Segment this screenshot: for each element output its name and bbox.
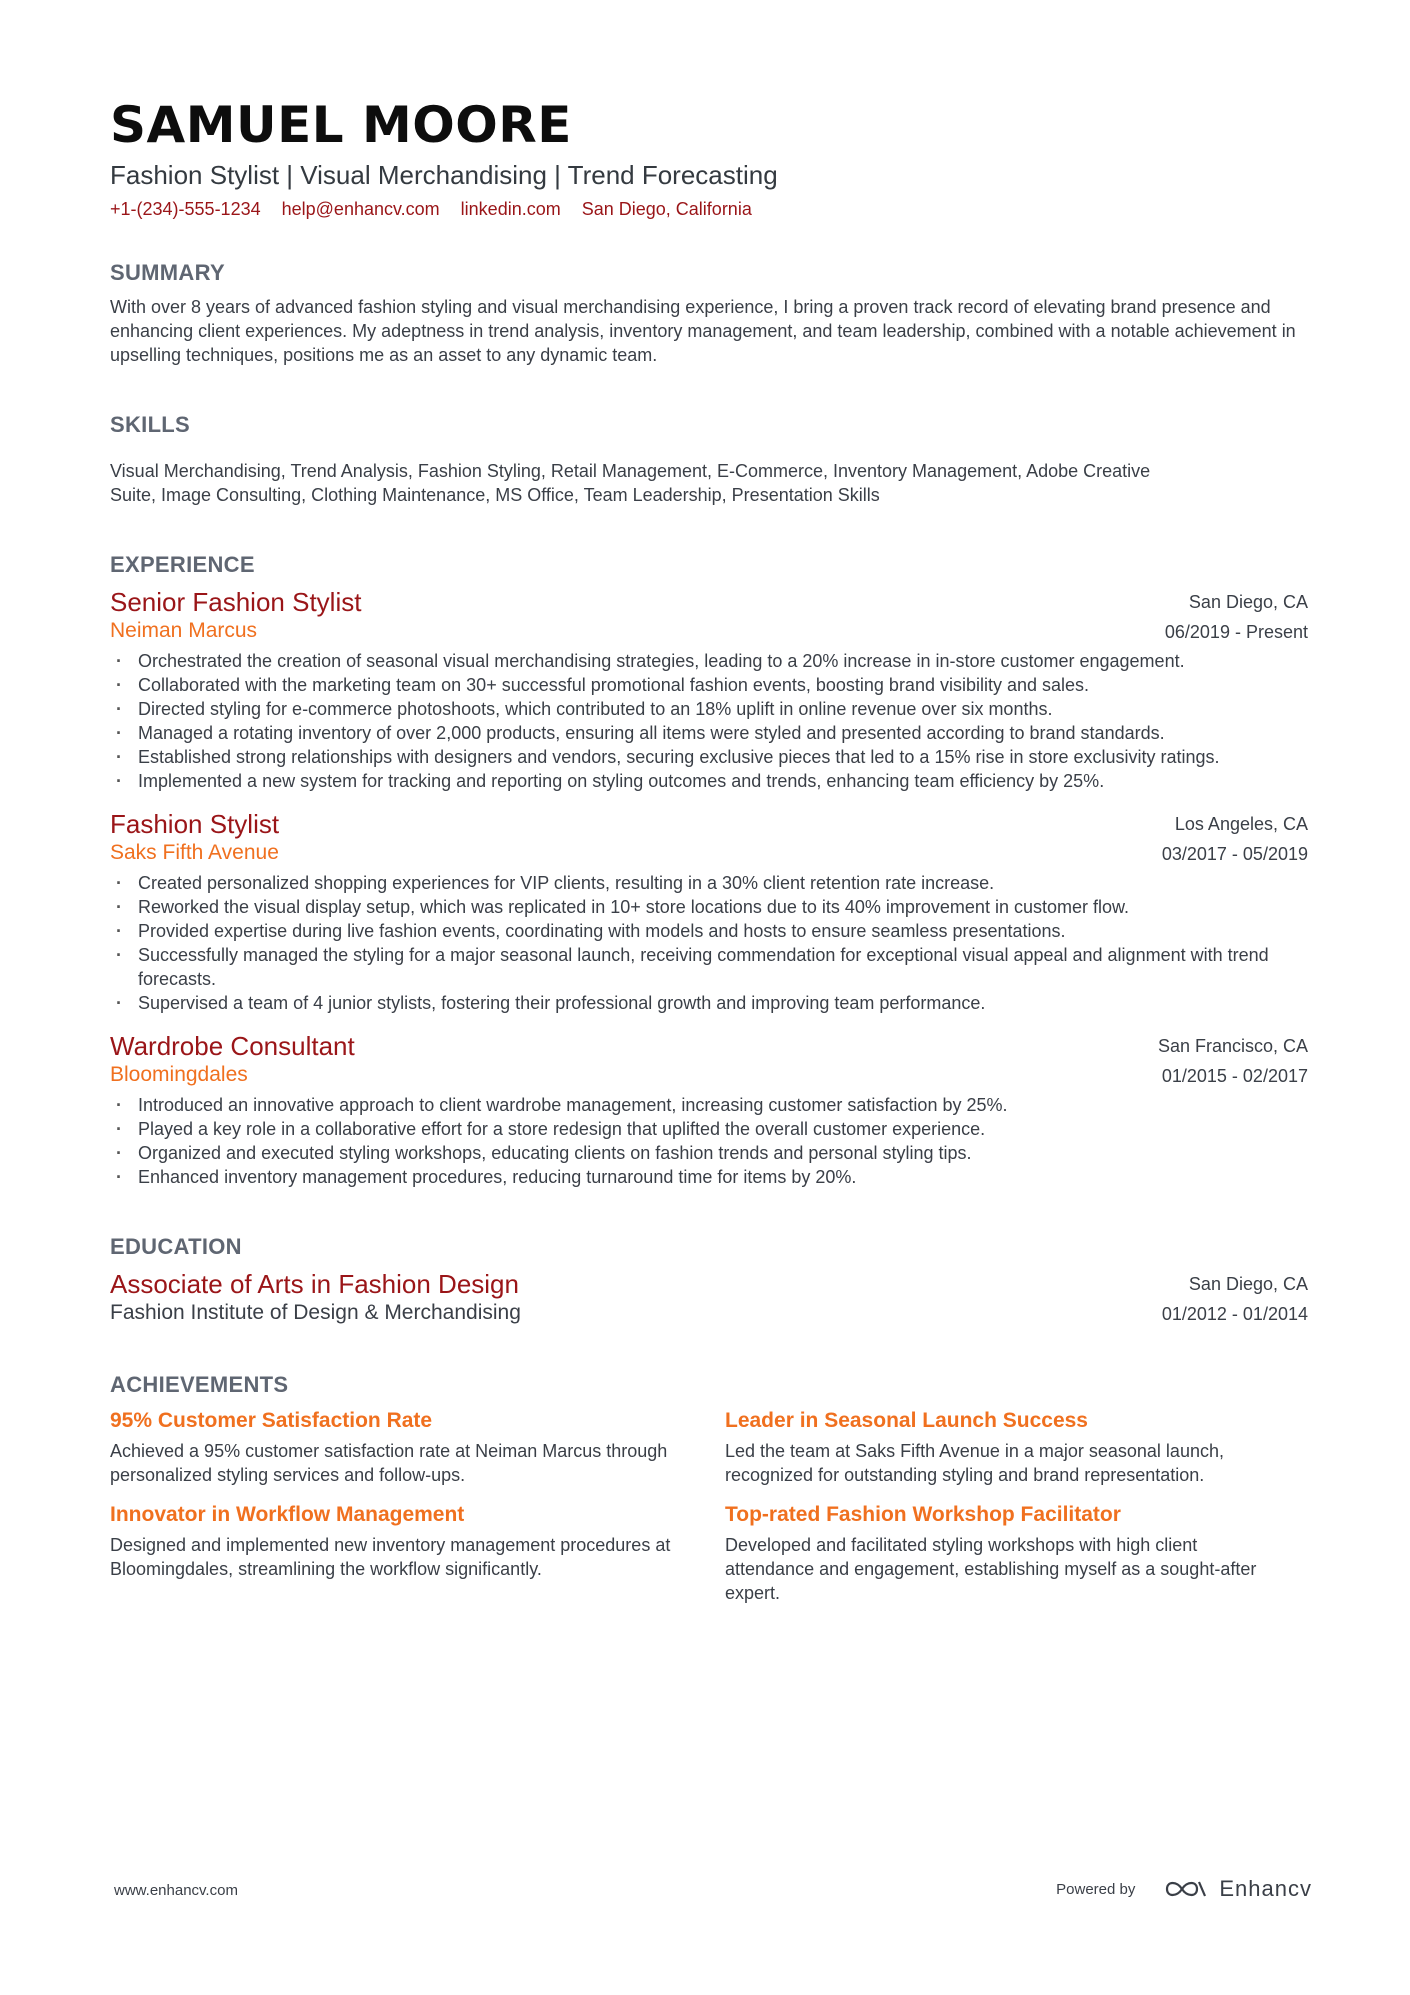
list-item: · Directed styling for e-commerce photoshoots, which contributed to an 18% uplift in online revenue over six months.: [110, 697, 1308, 721]
list-item: · Provided expertise during live fashion events, coordinating with models and hosts to ensure seamless presentations.: [110, 919, 1308, 943]
location: San Diego, California: [581, 199, 752, 219]
list-item: · Successfully managed the styling for a major seasonal launch, receiving commendation for exceptional visual appeal and alignment with trend forecasts.: [110, 943, 1308, 991]
achievement-item: [725, 1501, 1308, 1605]
skills-text: Visual Merchandising, Trend Analysis, Fashion Styling, Retail Management, E-Commerce, Inventory Management, Adobe Creative Suite, Image Consulting, Clothing Maintenance, MS Office, Team Leadership, Presentation Skills: [110, 461, 1151, 505]
brand-name: Enhancv: [1219, 1876, 1312, 1901]
resume-page: [110, 95, 1308, 1605]
candidate-title: Fashion Stylist | Visual Merchandising | Trend Forecasting: [110, 160, 778, 190]
job-location: Los Angeles, CA: [1174, 814, 1308, 834]
achievement-title: 95% Customer Satisfaction Rate: [110, 1409, 433, 1432]
phone[interactable]: +1-(234)-555-1234: [110, 199, 261, 219]
education-heading: EDUCATION: [110, 1234, 242, 1259]
achievement-item: [725, 1407, 1308, 1487]
school: Fashion Institute of Design & Merchandising: [110, 1301, 521, 1324]
job-title: Fashion Stylist: [110, 809, 280, 839]
summary-text: With over 8 years of advanced fashion styling and visual merchandising experience, I bring a proven track record of elevating brand presence and enhancing client experiences. My adeptness in trend analysis, inventory management, and team leadership, combined with a notable achievement in upselling techniques, positions me as an asset to any dynamic team.: [110, 297, 1296, 365]
job-meta: [1158, 1031, 1308, 1091]
achievement-title: Leader in Seasonal Launch Success: [725, 1409, 1088, 1432]
list-item: · Orchestrated the creation of seasonal visual merchandising strategies, leading to a 20% increase in in-store customer engagement.: [110, 649, 1308, 673]
skills-heading: SKILLS: [110, 412, 191, 437]
job-company: Bloomingdales: [110, 1063, 248, 1086]
summary-heading: SUMMARY: [110, 260, 225, 285]
achievement-title: Top-rated Fashion Workshop Facilitator: [725, 1503, 1121, 1526]
achievement-desc: Designed and implemented new inventory management procedures at Bloomingdales, streamlining the workflow significantly.: [110, 1535, 671, 1579]
enhancv-logo-icon: [1163, 1876, 1209, 1902]
job-meta: [1162, 809, 1308, 869]
job-entry: [110, 587, 1308, 793]
list-item: · Created personalized shopping experiences for VIP clients, resulting in a 30% client retention rate increase.: [110, 871, 1308, 895]
footer-branding: [1056, 1876, 1312, 1902]
job-meta: [1165, 587, 1308, 647]
list-item: · Organized and executed styling workshops, educating clients on fashion trends and personal styling tips.: [110, 1141, 1308, 1165]
job-dates: 01/2015 - 02/2017: [1161, 1066, 1308, 1086]
list-item: · Managed a rotating inventory of over 2,000 products, ensuring all items were styled and presented according to brand standards.: [110, 721, 1308, 745]
candidate-name: SAMUEL MOORE: [110, 96, 572, 154]
job-dates: 06/2019 - Present: [1164, 622, 1308, 642]
job-title: Senior Fashion Stylist: [110, 587, 362, 617]
footer: [114, 1876, 1312, 1901]
experience-heading: EXPERIENCE: [110, 552, 255, 577]
powered-by-label: Powered by: [1056, 1880, 1136, 1898]
achievement-title: Innovator in Workflow Management: [110, 1503, 465, 1526]
list-item: · Reworked the visual display setup, which was replicated in 10+ store locations due to its 40% improvement in customer flow.: [110, 895, 1308, 919]
list-item: · Supervised a team of 4 junior stylists, fostering their professional growth and improving team performance.: [110, 991, 1308, 1015]
footer-website[interactable]: www.enhancv.com: [114, 1882, 238, 1899]
email[interactable]: help@enhancv.com: [281, 199, 440, 219]
job-entry: [110, 1031, 1308, 1189]
degree: Associate of Arts in Fashion Design: [110, 1269, 519, 1299]
achievement-desc: Led the team at Saks Fifth Avenue in a major seasonal launch, recognized for outstanding styling and brand representation.: [725, 1441, 1224, 1485]
achievement-desc: Developed and facilitated styling workshops with high client attendance and engagement, establishing myself as a sought-after expert.: [725, 1535, 1257, 1603]
education-location: San Diego, CA: [1188, 1274, 1308, 1294]
achievement-desc: Achieved a 95% customer satisfaction rate at Neiman Marcus through personalized styling services and follow-ups.: [110, 1441, 668, 1485]
education-dates: 01/2012 - 01/2014: [1161, 1304, 1308, 1324]
list-item: · Played a key role in a collaborative effort for a store redesign that uplifted the overall customer experience.: [110, 1117, 1308, 1141]
job-location: San Francisco, CA: [1157, 1036, 1308, 1056]
linkedin[interactable]: linkedin.com: [460, 199, 561, 219]
job-dates: 03/2017 - 05/2019: [1161, 844, 1308, 864]
job-entry: [110, 809, 1308, 1015]
list-item: · Established strong relationships with designers and vendors, securing exclusive pieces that led to a 15% rise in store exclusivity ratings.: [110, 745, 1308, 769]
job-location: San Diego, CA: [1188, 592, 1308, 612]
job-bullets: [110, 1093, 1308, 1189]
achievements-heading: ACHIEVEMENTS: [110, 1372, 289, 1397]
list-item: · Introduced an innovative approach to client wardrobe management, increasing customer satisfaction by 25%.: [110, 1093, 1308, 1117]
education-meta: [1162, 1269, 1308, 1329]
achievement-item: [110, 1501, 725, 1605]
achievements-grid: [110, 1407, 1308, 1605]
job-company: Saks Fifth Avenue: [110, 841, 279, 864]
job-company: Neiman Marcus: [110, 619, 258, 642]
contact-line: [110, 197, 1308, 221]
list-item: · Enhanced inventory management procedures, reducing turnaround time for items by 20%.: [110, 1165, 1308, 1189]
education-entry: [110, 1269, 1308, 1327]
job-title: Wardrobe Consultant: [110, 1031, 355, 1061]
job-bullets: [110, 649, 1308, 793]
achievement-item: [110, 1407, 725, 1487]
list-item: · Implemented a new system for tracking and reporting on styling outcomes and trends, enhancing team efficiency by 25%.: [110, 769, 1308, 793]
job-bullets: [110, 871, 1308, 1015]
list-item: · Collaborated with the marketing team on 30+ successful promotional fashion events, boosting brand visibility and sales.: [110, 673, 1308, 697]
